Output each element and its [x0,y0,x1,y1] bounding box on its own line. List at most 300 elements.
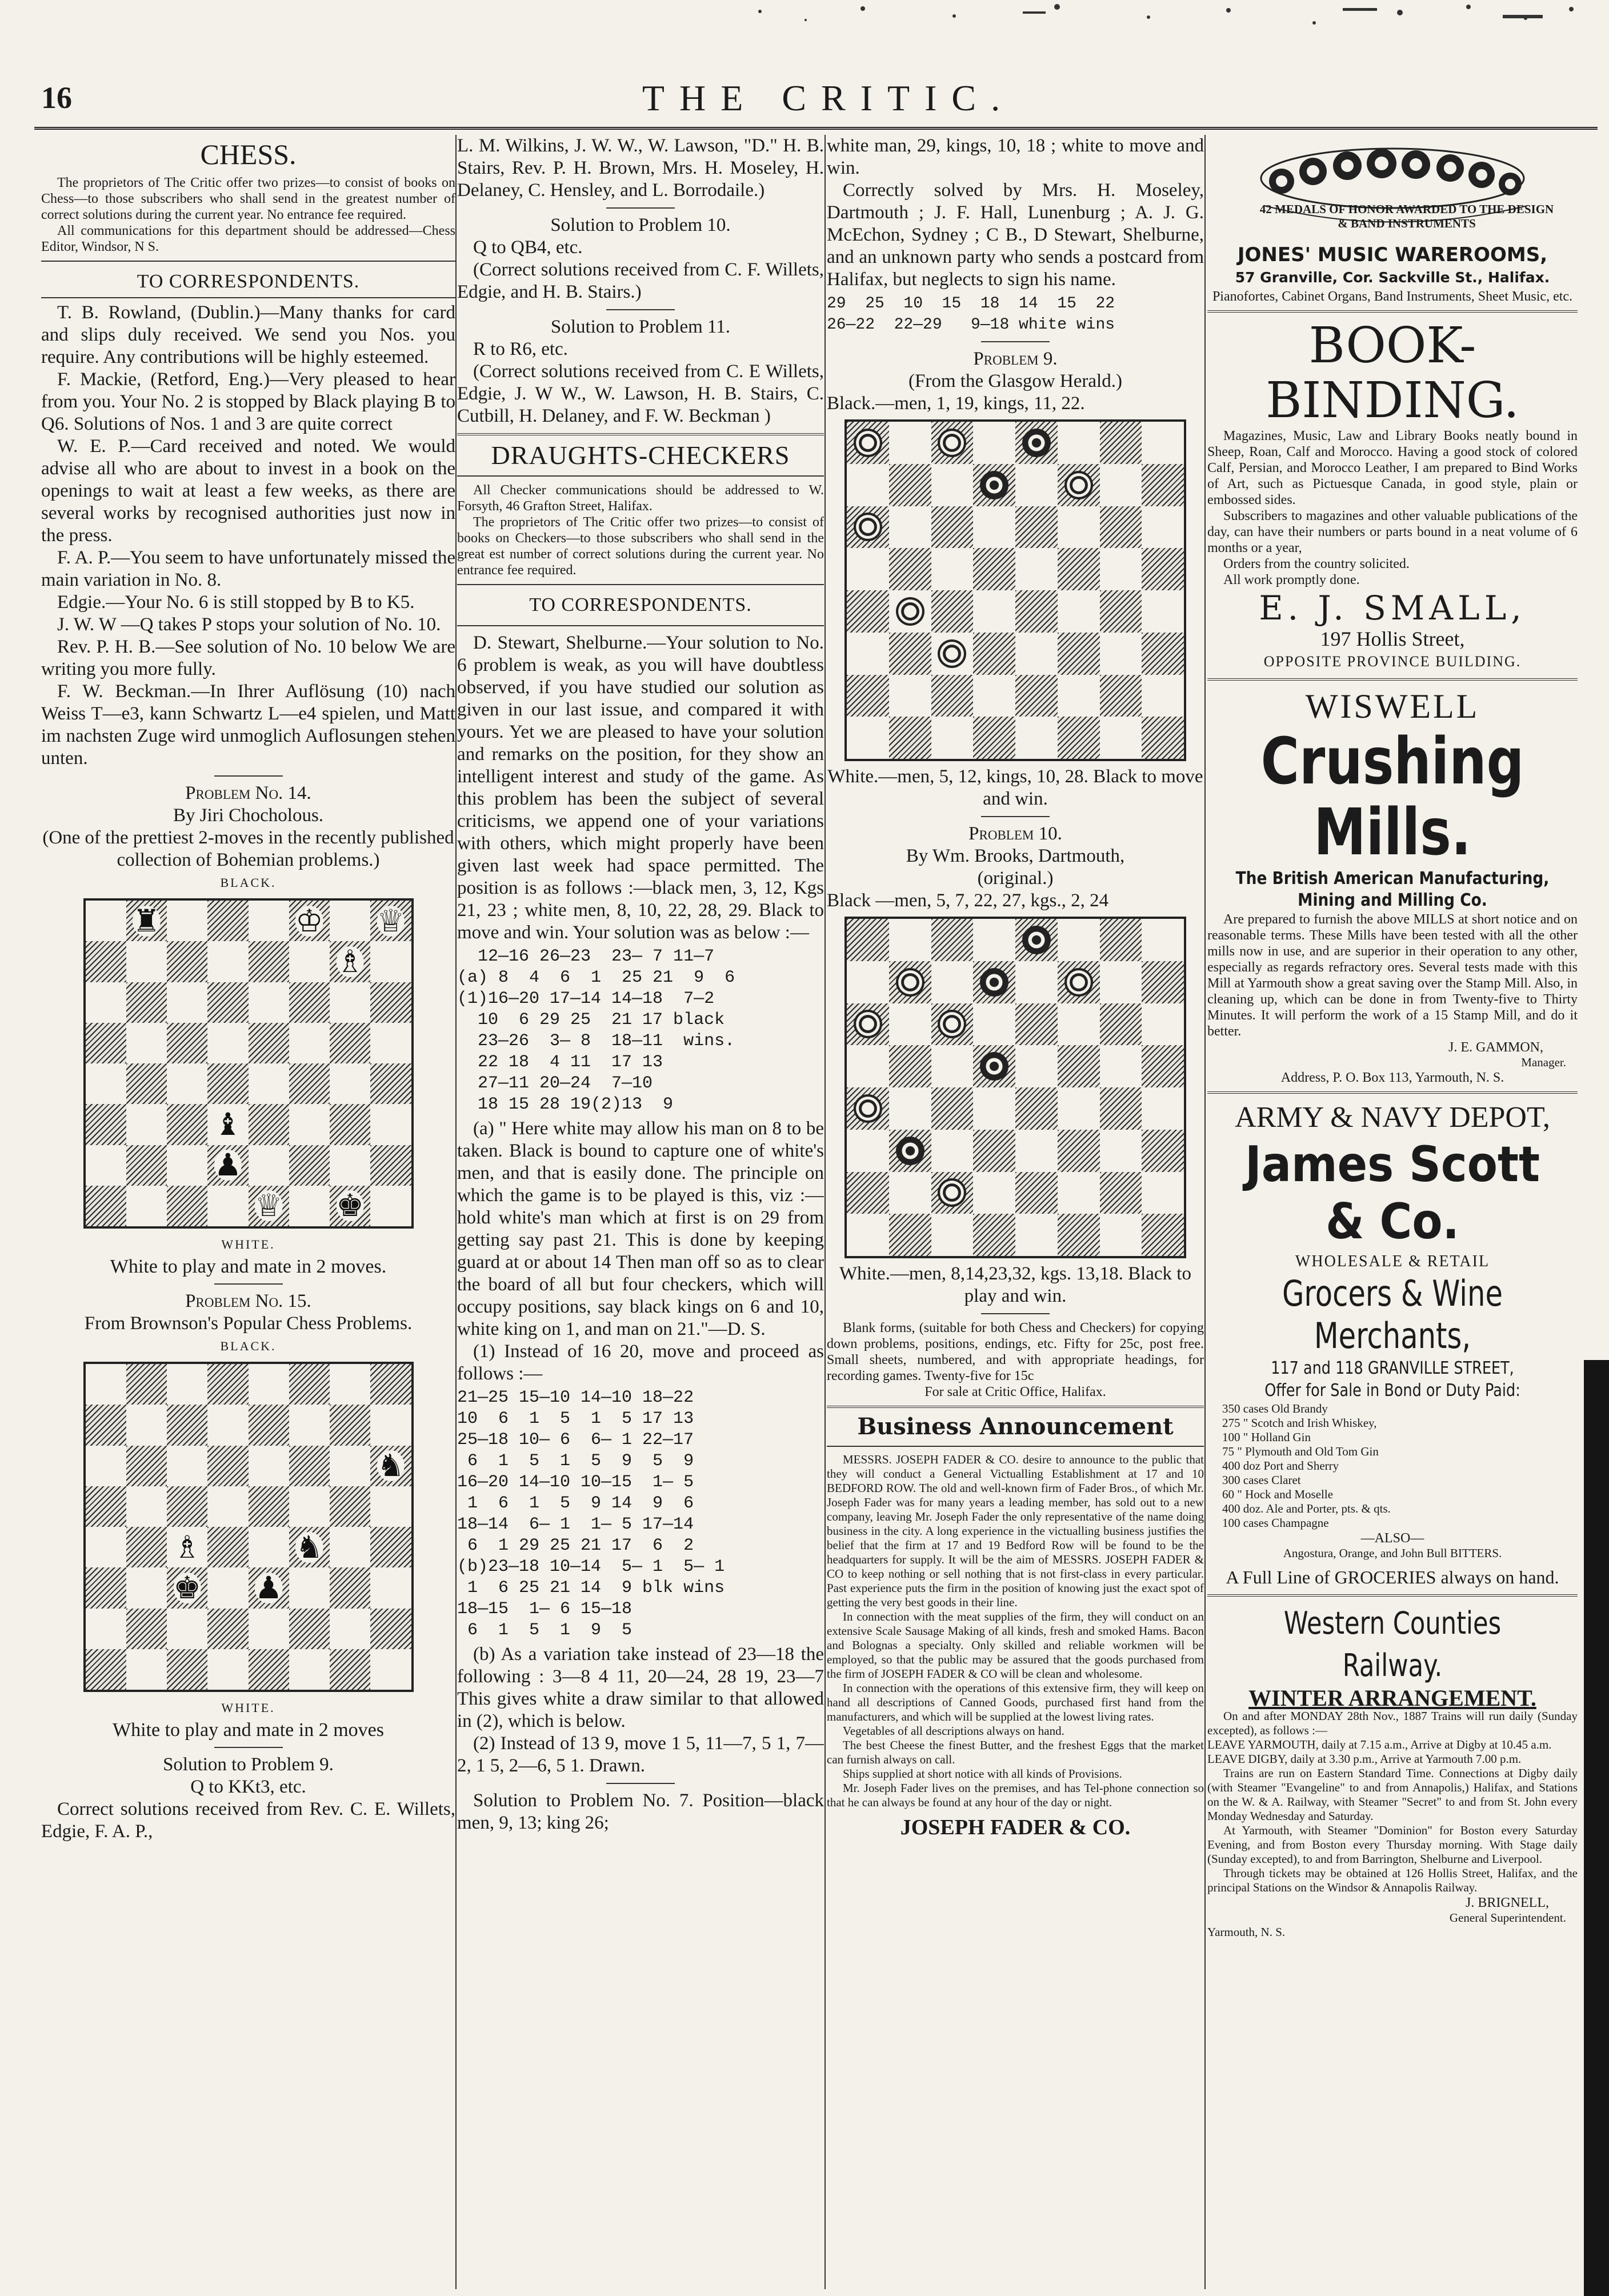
board-square [1058,590,1100,633]
checker-piece-icon [854,429,882,457]
checker-piece-icon [854,1010,882,1038]
board-square [931,464,974,506]
problem-10-original: (original.) [977,868,1054,889]
checker-piece-icon [1022,926,1051,954]
wiswell-address: Address, P. O. Box 113, Yarmouth, N. S. [1280,1070,1504,1085]
also-label: —ALSO— [1360,1531,1424,1546]
problems-column [827,135,1204,2289]
board-square [126,1063,167,1104]
board-square [889,919,931,961]
checker-piece-icon [896,1137,924,1165]
railway-text: Through tickets may be obtained at 126 Hollis Street, Halifax, and the principal Stations on the Windsor & Annapolis Railway. [1207,1866,1578,1894]
problem-10-author: By Wm. Brooks, Dartmouth, [906,846,1125,866]
jones-items: Pianofortes, Cabinet Organs, Band Instruments, Sheet Music, etc. [1212,289,1573,304]
draughts-column [457,135,824,2289]
board-square [847,717,889,759]
business-text: Mr. Joseph Fader lives on the premises, and has Tel-phone connection so that he can always be found at any hour of the day or night. [827,1781,1204,1809]
board-square [370,1649,411,1690]
board-square [847,1003,889,1046]
board-square [207,1104,248,1145]
board-square [330,1063,370,1104]
board-square [249,941,289,982]
board-square [973,675,1015,717]
board-square [86,1104,126,1145]
board-square [249,1364,289,1405]
board-square [931,548,974,590]
board-square [207,1023,248,1063]
problem-9-source: (From the Glasgow Herald.) [908,371,1122,391]
board-square [167,1649,207,1690]
chess-piece-icon: ♜ [133,903,161,938]
board-square [207,1364,248,1405]
chess-board-problem-14 [83,898,414,1229]
board-square [207,1609,248,1649]
board-square [330,1486,370,1527]
board-square [330,1527,370,1567]
small-name: E. J. SMALL, [1259,589,1526,627]
board-square [249,1405,289,1445]
board-square [1015,422,1058,464]
board-square [167,1567,207,1608]
blank-forms-ad: Blank forms, (suitable for both Chess and Checkers) for copying down problems, positions, endings, etc. Fifty for 25c, post free. Small sheets, numbered, and with appropriate headings, for recording games. Twenty-five for 15c [827,1321,1204,1383]
board-square [167,1063,207,1104]
board-square [973,717,1015,759]
board-square [1142,506,1184,549]
railway-place: Yarmouth, N. S. [1207,1925,1286,1939]
board-square [1015,633,1058,675]
bookbinding-text: Orders from the country solicited. [1223,557,1410,571]
board-square [249,1104,289,1145]
board-square [1015,717,1058,759]
board-square [330,1364,370,1405]
board-square [1100,464,1142,506]
board-square [207,1063,248,1104]
board-square [931,717,974,759]
draughts-heading: DRAUGHTS-CHECKERS [491,441,790,470]
board-square [86,1063,126,1104]
checker-piece-icon [938,429,966,457]
board-square [86,1145,126,1186]
board-square [289,1486,330,1527]
railway-superintendent: General Superintendent. [1449,1911,1566,1925]
board-square [86,1023,126,1063]
board-square [370,941,411,982]
problem-9-black: Black.—men, 1, 19, kings, 11, 22. [827,393,1085,414]
board-square [1100,633,1142,675]
board-square [973,961,1015,1003]
board-square [973,464,1015,506]
board-square [847,506,889,549]
variation-note-1: (1) Instead of 16 20, move and proceed as follows :— [457,1341,824,1384]
board-square [1100,506,1142,549]
board-square [1058,919,1100,961]
board-square [330,1104,370,1145]
board-square [847,1172,889,1214]
board-square [973,590,1015,633]
board-square [1015,464,1058,506]
board-square [931,633,974,675]
board-square [973,1130,1015,1172]
checker-piece-icon [1064,471,1093,499]
board-square [889,422,931,464]
board-square [973,422,1015,464]
problem-15-caption: White to play and mate in 2 moves [113,1719,384,1741]
board-square [207,1527,248,1567]
business-text: MESSRS. JOSEPH FADER & CO. desire to announce to the public that they will conduct a General Victualling Establishment at 17 and 10 BEDFORD ROW. The old and well-known firm of Fader Bros., of which Mr. Joseph Fader was for many years a leading member, has sold out to a new company, leaving Mr. Joseph Fader the only representative of the name doing business in the city. A long experience in the victualling business justifies the belief that the firm at 17 and 19 Bedford Row will be found to be the headquarters for supply. It will be the aim of MESSRS. JOSEPH FADER & CO to keep nothing or sell nothing that is not first-class in every particular. Past experience puts the firm in the position of knowing just the exact spot of getting the very best goods in their line. [827,1453,1204,1609]
board-square [931,1172,974,1214]
problem-10-white: White.—men, 8,14,23,32, kgs. 13,18. Black to play and win. [839,1263,1191,1306]
groceries-line: A Full Line of GROCERIES always on hand. [1226,1567,1559,1587]
board-square [1058,422,1100,464]
board-square [847,961,889,1003]
board-square [847,464,889,506]
business-text: Ships supplied at short notice with all kinds of Provisions. [843,1767,1122,1781]
board-square [370,1186,411,1226]
board-square [86,901,126,941]
board-square [1142,919,1184,961]
list-item: 60 " Hock and Moselle [1222,1487,1334,1501]
board-square [370,1063,411,1104]
advertisements-column [1207,135,1578,2289]
list-item: 275 " Scotch and Irish Whiskey, [1222,1416,1377,1430]
board-square [167,982,207,1023]
board-square [1015,548,1058,590]
board-square [931,422,974,464]
board-square [249,1063,289,1104]
business-text: The best Cheese the finest Butter, and the freshest Eggs that the market can furnish always on call. [827,1738,1204,1766]
board-square [973,1045,1015,1087]
board-square [330,941,370,982]
board-square [370,1609,411,1649]
jones-heading: JONES' MUSIC WAREROOMS, [1237,243,1548,266]
column-divider [824,135,826,2289]
board-square [973,548,1015,590]
board-square [1100,1087,1142,1130]
wholesale-retail: WHOLESALE & RETAIL [1295,1253,1490,1270]
problem-9-white: White.—men, 5, 12, kings, 10, 28. Black to move and win. [827,766,1203,809]
solution-11-received: (Correct solutions received from C. E Willets, Edgie, J. W W., W. Lawson, H. B. Stairs, C. Cutbill, H. Delaney, and F. W. Beckman ) [457,361,824,426]
board-square [289,1609,330,1649]
board-square [1015,961,1058,1003]
board-square [1142,1214,1184,1256]
list-item: 75 " Plymouth and Old Tom Gin [1222,1445,1379,1458]
board-square [207,1145,248,1186]
board-square [847,590,889,633]
solution-7: Solution to Problem No. 7. Position—black men, 9, 13; king 26; [457,1790,824,1833]
board-square [1058,464,1100,506]
board-square [370,1527,411,1567]
list-item: 400 doz Port and Sherry [1222,1459,1339,1473]
list-item: 400 doz. Ale and Porter, pts. & qts. [1222,1502,1391,1515]
checker-piece-icon [938,639,966,668]
board-square [973,1087,1015,1130]
problem-14-caption: White to play and mate in 2 moves. [110,1256,387,1277]
solution-10-received: (Correct solutions received from C. F. Willets, Edgie, and H. B. Stairs.) [457,259,824,302]
board-square [126,1364,167,1405]
board-square [289,1104,330,1145]
board-square [126,1609,167,1649]
western-counties-heading: Western Counties Railway. [1283,1605,1502,1683]
wiswell-heading: WISWELL [1305,687,1480,725]
chess-piece-icon: ♝ [214,1107,242,1142]
board-square [330,1609,370,1649]
chess-column [41,135,455,2289]
board-square [330,982,370,1023]
board-square [86,1364,126,1405]
board-square [126,1145,167,1186]
board-square [289,1063,330,1104]
board-square [1100,1172,1142,1214]
chess-piece-icon: ♟ [214,1148,242,1183]
board-square [1142,1172,1184,1214]
board-square [1058,1087,1100,1130]
board-square [1015,1130,1058,1172]
board-square [126,1023,167,1063]
board-square [370,1446,411,1486]
board-square [167,1486,207,1527]
chess-piece-icon: ♗ [173,1530,201,1565]
checker-piece-icon [980,471,1008,499]
solution-7-continued: white man, 29, kings, 10, 18 ; white to move and win. [827,135,1204,178]
black-label: BLACK. [220,875,277,890]
board-square [289,1023,330,1063]
checker-piece-icon [854,1094,882,1123]
board-square [847,1130,889,1172]
board-square [889,633,931,675]
chess-piece-icon: ♚ [336,1189,364,1223]
railway-text: LEAVE DIGBY, daily at 3.30 p.m., Arrive at Yarmouth 7.00 p.m. [1207,1752,1522,1766]
board-square [370,1145,411,1186]
board-square [289,1527,330,1567]
board-square [1058,717,1100,759]
board-square [847,919,889,961]
problem-14-note: (One of the prettiest 2-moves in the recently published collection of Bohemian problems.) [42,827,454,870]
board-square [126,1186,167,1226]
header-rule [34,127,1598,130]
checker-board-problem-9 [844,419,1186,761]
correspondent-note: Edgie.—Your No. 6 is still stopped by B to K5. [57,592,415,613]
board-square [889,961,931,1003]
board-square [889,506,931,549]
solution-11-line: R to R6, etc. [473,339,568,359]
chess-piece-icon: ♚ [173,1570,201,1605]
board-square [370,1023,411,1063]
board-square [370,1104,411,1145]
wiswell-text: Are prepared to furnish the above MILLS at short notice and on reasonable terms. These Mills have been tested with all the other mills now in use, and are superior in their operation to any other, especially as regards refractory ores. Several tests made with this Mill at Yarmouth show a great saving over the Stamp Mill. Also, in cleaning up, which can be done in from Twenty-five to Thirty Minutes. It will perform the work of a 15 Stamp Mill, and do it better. [1207,912,1578,1039]
bookbinding-heading: BOOK-BINDING. [1266,317,1519,429]
board-square [370,1486,411,1527]
board-square [207,1446,248,1486]
board-square [167,1145,207,1186]
board-square [126,982,167,1023]
james-scott-heading: James Scott & Co. [1244,1136,1540,1250]
board-square [167,1023,207,1063]
moves-table: 12—16 26—23 23— 7 11—7 (a) 8 4 6 1 25 21 9 6 (1)16—20 17—14 14—18 7—2 10 6 29 25 21 17 black 23—26 3— 8 18—11 wins. 22 18 4 11 17 13 27—11 20—24 7—10 18 15 28 19(2)13 9 [457,947,735,1114]
list-item: 300 cases Claret [1222,1473,1301,1487]
board-square [207,1486,248,1527]
board-square [1015,675,1058,717]
board-square [370,982,411,1023]
bitters-line: Angostura, Orange, and John Bull BITTERS. [1283,1546,1502,1560]
board-square [1100,1214,1142,1256]
board-square [1100,548,1142,590]
board-square [847,1214,889,1256]
chess-piece-icon: ♕ [377,903,405,938]
solution-10-line: Q to QB4, etc. [473,237,583,258]
checker-piece-icon [938,1178,966,1207]
chess-piece-icon: ♞ [295,1530,323,1565]
board-square [1142,675,1184,717]
for-sale-note: For sale at Critic Office, Halifax. [924,1385,1106,1399]
correspondent-note: F. Mackie, (Retford, Eng.)—Very pleased to hear from you. Your No. 2 is stopped by Black playing B to Q6. Solutions of Nos. 1 and 3 are quite correct [41,369,455,434]
board-square [249,1145,289,1186]
board-square [1100,919,1142,961]
jones-address: 57 Granville, Cor. Sackville St., Halifax. [1235,269,1550,286]
board-square [847,633,889,675]
board-square [249,1567,289,1608]
chess-intro: The proprietors of The Critic offer two prizes—to consist of books on Chess—to those subscribers who shall send in the greatest number of correct solutions during the current year. No entrance fee required. [41,175,455,222]
board-square [126,1405,167,1445]
checker-piece-icon [896,968,924,997]
board-square [249,901,289,941]
board-square [86,1649,126,1690]
problem-10-black: Black —men, 5, 7, 22, 27, kgs., 2, 24 [827,890,1109,911]
board-square [1058,675,1100,717]
draughts-prizes: The proprietors of The Critic offer two prizes—to consist of books on Checkers—to those subscribers who shall send in the great est number of correct solutions during the current year. No entrance fee required. [457,515,824,578]
problem-15-source: From Brownson's Popular Chess Problems. [84,1313,413,1334]
board-square [167,1446,207,1486]
railway-text: On and after MONDAY 28th Nov., 1887 Trains will run daily (Sunday excepted), as follows :— [1207,1709,1578,1737]
board-square [330,1186,370,1226]
bookbinding-text: All work promptly done. [1223,573,1360,587]
correspondent-note: F. W. Beckman.—In Ihrer Auflösung (10) nach Weiss T—e3, kann Schwartz L—e4 spielen, und Matt im nachsten Zuge wird unmoglich Auflosungen stehen unten. [41,681,455,769]
list-item: 350 cases Old Brandy [1222,1402,1328,1415]
page-header [0,0,1609,131]
wiswell-manager: Manager. [1521,1055,1566,1069]
board-square [847,548,889,590]
board-square [931,675,974,717]
board-square [167,1527,207,1567]
business-text: In connection with the meat supplies of the firm, they will conduct on an extensive Scale Sausage Making of all kinds, fresh and smoked Hams. Bacon and Bolognas a specialty. Only skilled and reliable workmen will be employed, so that the public may be assured that the goods purchased from the firm of JOSEPH FADER & CO will be clean and wholesome. [827,1610,1204,1681]
board-square [249,1609,289,1649]
emblem-text: 42 MEDALS OF HONOR AWARDED TO THE DESIGN & BAND INSTRUMENTS [1259,202,1554,230]
board-square [889,1003,931,1046]
board-square [289,982,330,1023]
board-square [1058,961,1100,1003]
board-square [249,1186,289,1226]
board-square [370,1364,411,1405]
board-square [931,506,974,549]
grocers-heading: Grocers & Wine Merchants, [1282,1273,1503,1357]
board-square [289,901,330,941]
checker-piece-icon [980,968,1008,997]
board-square [889,1172,931,1214]
board-square [126,901,167,941]
variation-note-b: (b) As a variation take instead of 23—18 the following : 3—8 4 11, 20—24, 28 19, 23—7 This gives white a draw similar to that allowed in (2), which is below. [457,1644,824,1731]
correspondent-note: J. W. W —Q takes P stops your solution of No. 10. [57,614,441,635]
wiswell-signature: J. E. GAMMON, [1448,1040,1543,1055]
board-square [931,919,974,961]
wiswell-company: The British American Manufacturing, Mining and Milling Co. [1235,869,1550,910]
correspondent-note: D. Stewart, Shelburne.—Your solution to No. 6 problem is weak, as you will have doubtless observed, if you have studied our solution as given in our last issue, and compared it with yours. Yet we are pleased to have your solution and remarks on the position, for they show an intelligent interest and study of the game. As this problem has been the subject of several criticisms, we append one of your variations with others, which might properly have been given last week had space permitted. The position is as follows :—black men, 3, 12, Kgs 21, 23 ; white men, 8, 10, 22, 28, 29. Black to move and win. Your solution was as below :— [457,633,824,943]
board-square [1015,1003,1058,1046]
moves-table: 21—25 15—10 14—10 18—22 10 6 1 5 1 5 17 13 25—18 10— 6 6— 1 22—17 6 1 5 1 5 9 5 9 16—20 14—10 10—15 1— 5 1 6 1 5 9 14 9 6 18—14 6— 1 1— 5 17—14 6 1 29 25 21 17 6 2 (b)23—18 10—14 5— 1 5— 1 1 6 25 21 14 9 blk wins 18—15 1— 6 15—18 6 1 5 1 9 5 [457,1388,725,1640]
board-square [86,1405,126,1445]
board-square [1142,633,1184,675]
board-square [1142,548,1184,590]
board-square [1142,1130,1184,1172]
board-square [1142,464,1184,506]
board-square [249,1023,289,1063]
board-square [289,1145,330,1186]
board-square [973,506,1015,549]
crushing-mills-heading: Crushing Mills. [1260,725,1524,870]
board-square [289,941,330,982]
board-square [889,590,931,633]
chess-piece-icon: ♟ [254,1570,283,1605]
board-square [931,590,974,633]
black-label: BLACK. [220,1339,277,1353]
page-number: 16 [41,81,72,115]
column-divider [1204,135,1206,2289]
board-square [1058,1172,1100,1214]
problem-9-title: Problem 9. [973,349,1058,369]
chess-piece-icon: ♞ [377,1449,405,1483]
board-square [1100,961,1142,1003]
board-square [330,901,370,941]
board-square [973,1172,1015,1214]
small-address: 197 Hollis Street, [1320,627,1465,650]
board-square [207,982,248,1023]
board-square [289,1446,330,1486]
checker-piece-icon [938,1010,966,1038]
correspondents-heading: TO CORRESPONDENTS. [137,271,360,292]
board-square [167,1609,207,1649]
board-square [167,1405,207,1445]
board-square [931,1045,974,1087]
board-square [86,1609,126,1649]
business-text: Vegetables of all descriptions always on hand. [843,1724,1064,1738]
small-opposite: OPPOSITE PROVINCE BUILDING. [1263,653,1522,670]
solution-9-line: Q to KKt3, etc. [190,1777,306,1797]
board-square [847,675,889,717]
board-square [1100,717,1142,759]
board-square [249,982,289,1023]
board-square [1058,1045,1100,1087]
board-square [931,1003,974,1046]
board-square [973,633,1015,675]
solution-9-received: Correct solutions received from Rev. C. E. Willets, Edgie, F. A. P., [41,1799,455,1842]
board-square [931,1087,974,1130]
board-square [330,1405,370,1445]
checker-board-problem-10 [844,917,1186,1258]
board-square [330,1649,370,1690]
board-square [330,1145,370,1186]
board-square [86,941,126,982]
offer-line: Offer for Sale in Bond or Duty Paid: [1264,1381,1520,1401]
board-square [289,1186,330,1226]
board-square [207,901,248,941]
board-square [847,1087,889,1130]
wine-list [1207,1402,1578,1530]
board-square [1058,1214,1100,1256]
board-square [973,919,1015,961]
board-square [207,1186,248,1226]
board-square [1142,1087,1184,1130]
correspondent-note: T. B. Rowland, (Dublin.)—Many thanks for card and slips duly received. We send you Nos. you require. Any contributions will be highly esteemed. [41,302,455,367]
business-signature: JOSEPH FADER & CO. [900,1815,1131,1839]
board-square [889,1087,931,1130]
